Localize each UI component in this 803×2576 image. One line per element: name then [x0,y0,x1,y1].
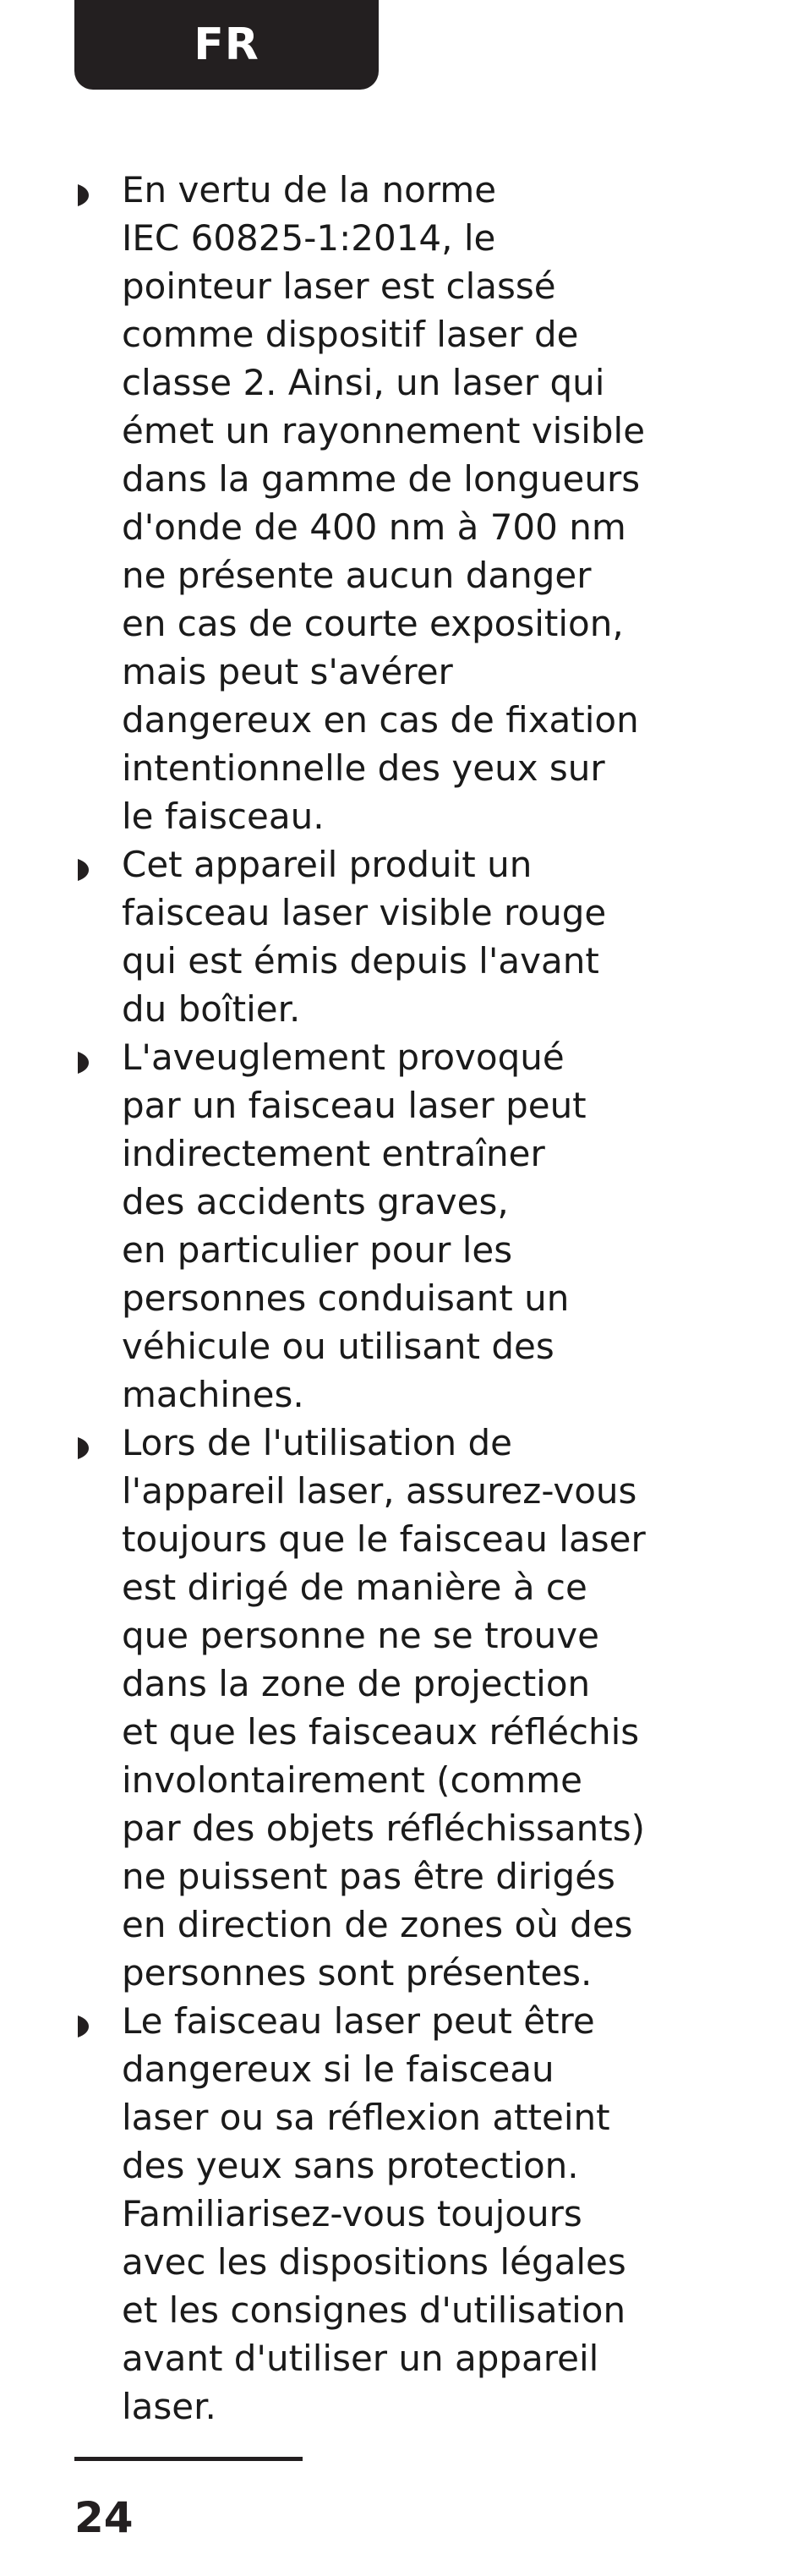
text-line: dangereux en cas de fixation [122,699,639,741]
bullet-item [74,1033,683,1419]
text-line: involontairement (comme [122,1759,582,1801]
text-line: indirectement entraîner [122,1133,545,1174]
bullet-text [122,1033,683,1419]
text-line: mais peut s'avérer [122,651,453,692]
text-line: dans la zone de projection [122,1663,591,1704]
text-line: et que les faisceaux réfléchis [122,1711,640,1753]
bullet-text [122,840,683,1033]
text-line: l'appareil laser, assurez-vous [122,1470,637,1512]
footer-divider [74,2457,303,2461]
text-line: personnes sont présentes. [122,1952,593,1994]
text-line: Le faisceau laser peut être [122,2000,595,2042]
bullet-text [122,1419,683,1997]
text-line: en cas de courte exposition, [122,603,624,644]
text-line: ne puissent pas être dirigés [122,1856,615,1897]
text-line: avec les dispositions légales [122,2241,626,2283]
text-line: IEC 60825-1:2014, le [122,217,496,259]
text-line: des yeux sans protection. [122,2145,579,2186]
text-line: toujours que le faisceau laser [122,1518,646,1560]
language-tab: FR [74,0,379,90]
text-line: en particulier pour les [122,1229,513,1271]
text-line: laser. [122,2386,216,2427]
text-line: que personne ne se trouve [122,1615,599,1656]
text-line: émet un rayonnement visible [122,410,646,451]
text-line: par des objets réfléchissants) [122,1808,646,1849]
text-line: et les consignes d'utilisation [122,2289,626,2331]
bullet-item [74,1997,683,2431]
text-line: qui est émis depuis l'avant [122,940,599,982]
text-line: L'aveuglement provoqué [122,1036,565,1078]
text-line: personnes conduisant un [122,1277,570,1319]
text-line: Familiarisez-vous toujours [122,2193,582,2234]
text-line: Cet appareil produit un [122,844,533,885]
text-line: par un faisceau laser peut [122,1085,587,1126]
text-line: est dirigé de manière à ce [122,1567,587,1608]
text-line: dangereux si le faisceau [122,2048,554,2090]
bullet-text [122,1997,683,2431]
text-line: en direction de zones où des [122,1904,633,1945]
bullet-text [122,166,683,840]
text-line: laser ou sa réflexion atteint [122,2097,610,2138]
text-line: dans la gamme de longueurs [122,458,641,500]
text-line: machines. [122,1374,304,1415]
text-line: classe 2. Ainsi, un laser qui [122,362,605,403]
text-line: avant d'utiliser un appareil [122,2338,599,2379]
text-line: d'onde de 400 nm à 700 nm [122,506,626,548]
bullet-arrow-icon [78,1437,89,1459]
page-number: 24 [74,2493,134,2542]
text-line: En vertu de la norme [122,169,497,211]
text-line: comme dispositif laser de [122,314,579,355]
safety-bullet-list [74,166,683,2431]
bullet-item [74,166,683,840]
text-line: Lors de l'utilisation de [122,1422,512,1463]
bullet-arrow-icon [78,1052,89,1074]
text-line: ne présente aucun danger [122,555,592,596]
text-line: faisceau laser visible rouge [122,892,607,933]
text-line: du boîtier. [122,988,301,1030]
bullet-arrow-icon [78,2015,89,2037]
text-line: intentionnelle des yeux sur [122,747,605,789]
text-line: véhicule ou utilisant des [122,1326,554,1367]
bullet-arrow-icon [78,184,89,206]
bullet-item [74,840,683,1033]
bullet-item [74,1419,683,1997]
text-line: pointeur laser est classé [122,265,556,307]
text-line: des accidents graves, [122,1181,509,1222]
text-line: le faisceau. [122,796,325,837]
bullet-arrow-icon [78,859,89,881]
